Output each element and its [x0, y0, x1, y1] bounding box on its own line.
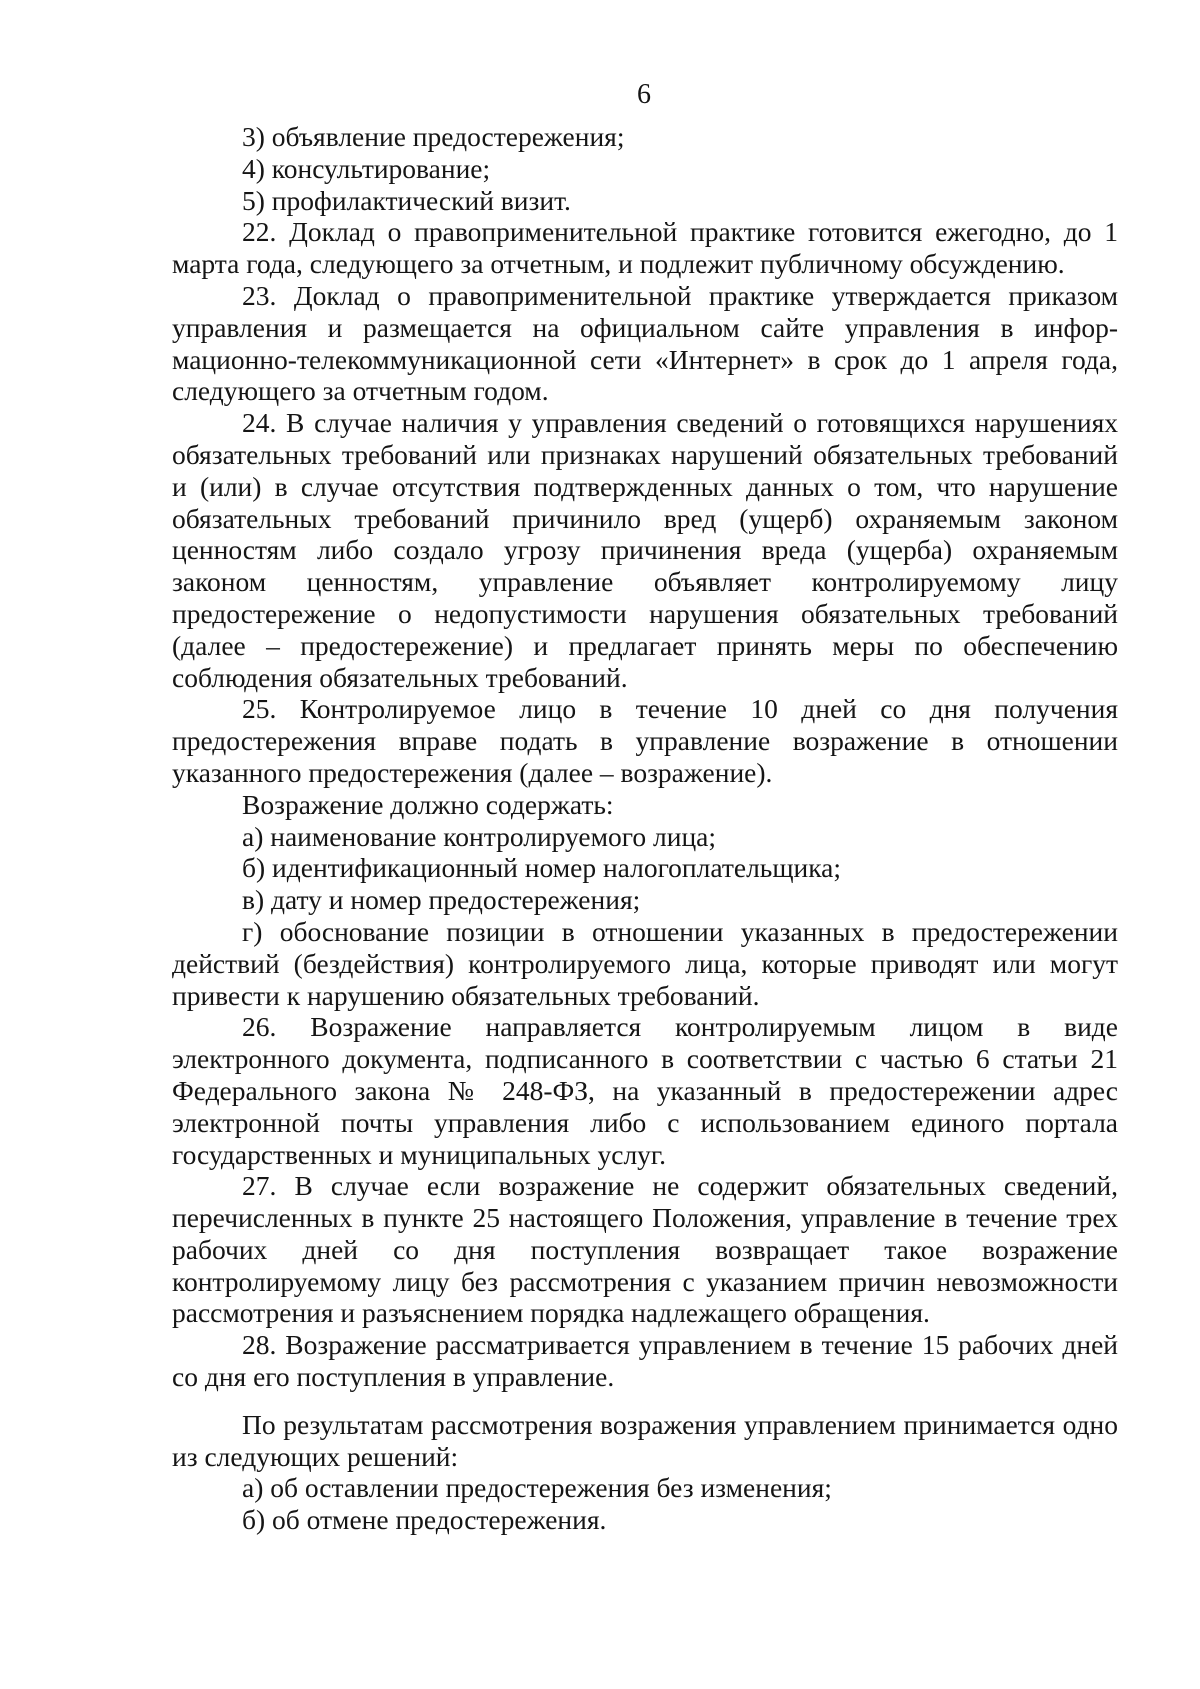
paragraph-26: 26. Возражение направляется контролируемым лицом в виде электронного документа, подписанного в соответствии с частью 6 статьи 21 Федерального закона № 248-ФЗ, на указанный в предостережении адрес электронной почты управления либо с использованием единого портала государственных и муниципальных услуг.	[172, 1011, 1118, 1170]
decision-b: б) об отмене предостережения.	[242, 1504, 607, 1536]
document-body	[172, 121, 1118, 1536]
list-item-4: 4) консультирование;	[242, 152, 491, 184]
requirement-g: г) обоснование позиции в отношении указанных в предостережении действий (бездействия) контролируемого лица, которые приводят или могут привести к нарушению обязательных требований.	[172, 915, 1118, 1011]
requirement-v: в) дату и номер предостережения;	[242, 884, 641, 916]
paragraph-28: 28. Возражение рассматривается управлением в течение 15 рабочих дней со дня его поступления в управление.	[172, 1329, 1118, 1393]
paragraph-23: 23. Доклад о правоприменительной практике утверждается приказом управления и размещается на официальном сайте управления в информационно-телекоммуникационной сети «Интернет» в срок до 1 апреля года, следующего за отчетным годом.	[172, 279, 1118, 407]
paragraph-25: 25. Контролируемое лицо в течение 10 дней со дня получения предостережения вправе подать в управление возражение в отношении указанного предостережения (далее – возражение).	[172, 693, 1118, 788]
list-item-3: 3) объявление предостережения;	[242, 121, 625, 152]
paragraph-27: 27. В случае если возражение не содержит обязательных сведений, перечисленных в пункте 25 настоящего Положения, управление в течение трех рабочих дней со дня поступления возвращает такое возражение контролируемому лицу без рассмотрения с указанием причин невозможности рассмотрения и разъяснением порядка надлежащего обращения.	[172, 1170, 1118, 1329]
list-item-5: 5) профилактический визит.	[242, 184, 571, 216]
paragraph-24: 24. В случае наличия у управления сведений о готовящихся нарушениях обязательных требований или признаках нарушений обязательных требований и (или) в случае отсутствия подтвержденных данных о том, что нарушение обязательных требований причинило вред (ущерб) охраняемым законом ценностям либо создало угрозу причинения вреда (ущерба) охраняемым законом ценностям, управление объявляет контролируемому лицу предостережение о недопустимости нарушения обязательных требований (далее – предостережение) и предлагает принять меры по обеспечению соблюдения обязательных требований.	[172, 407, 1118, 693]
requirement-a: а) наименование контролируемого лица;	[242, 820, 717, 852]
decision-intro: По результатам рассмотрения возражения управлением принимается одно из следующих решений:	[172, 1408, 1118, 1472]
requirement-b: б) идентификационный номер налогоплательщика;	[242, 852, 842, 884]
page-number: 6	[637, 79, 651, 110]
objection-requirements-intro: Возражение должно содержать:	[242, 788, 614, 820]
decision-a: а) об оставлении предостережения без изменения;	[242, 1472, 832, 1504]
paragraph-22: 22. Доклад о правоприменительной практике готовится ежегодно, до 1 марта года, следующего за отчетным, и подлежит публичному обсуждению.	[172, 216, 1118, 280]
